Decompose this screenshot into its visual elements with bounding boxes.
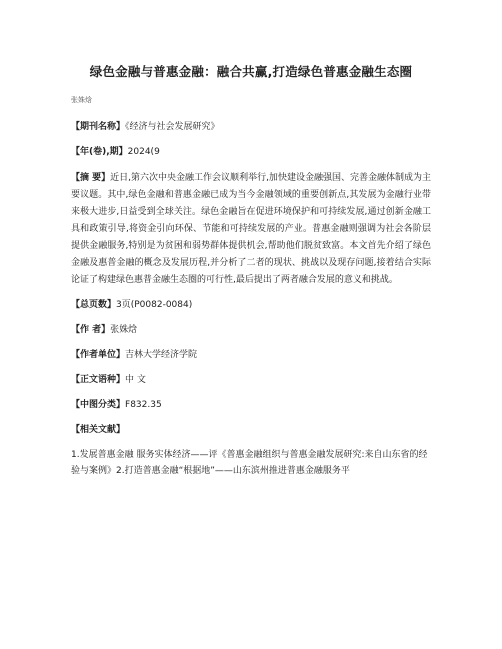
abstract-label: 【摘 要】 <box>71 173 111 183</box>
author-field <box>71 322 431 338</box>
journal-field <box>71 119 431 135</box>
year-issue-label: 【年(卷),期】 <box>71 147 128 157</box>
author-byline: 张姝焓 <box>71 96 92 104</box>
author-label: 【作 者】 <box>71 325 111 335</box>
paper-title: 绿色金融与普惠金融：融合共赢,打造绿色普惠金融生态圈 <box>89 64 413 79</box>
language-value: 中 文 <box>125 375 146 385</box>
classification-field <box>71 397 431 413</box>
author-unit-value: 吉林大学经济学院 <box>125 350 198 360</box>
pages-label: 【总页数】 <box>71 300 117 310</box>
abstract-field <box>71 170 431 289</box>
year-issue-field <box>71 144 431 160</box>
pages-field <box>71 297 431 313</box>
journal-label: 【期刊名称】 <box>71 122 126 132</box>
pages-value: 3页(P0082-0084) <box>116 300 193 310</box>
related-literature-list: 1.发展普惠金融 服务实体经济——评《普惠金融组织与普惠金融发展研究:来自山东省的经验与案例》2.打造普惠金融“根据地”——山东滨州推进普惠金融服务平 <box>71 450 428 476</box>
abstract-text: 近日,第六次中央金融工作会议顺利举行,加快建设金融强国、完善金融体制成为主要议题。其中,绿色金融和普惠金融已成为当今金融领域的重要创新点,其发展为金融行业带来极大进步,日益受到全球关注。绿色金融旨在促进环境保护和可持续发展,通过创新金融工具和政策引导,将资金引向环保、节能和可持续发展的产业。普惠金融则强调为社会各阶层提供金融服务,特别是为贫困和弱势群体提供机会,帮助他们脱贫致富。本文首先介绍了绿色金融及惠普金融的概念及发展历程,并分析了二者的现状、挑战以及现存问题,接着结合实际论证了构建绿色惠普金融生态圈的可行性,最后提出了两者融合发展的意义和挑战。 <box>71 173 431 285</box>
classification-label: 【中图分类】 <box>71 400 126 410</box>
journal-value: 《经济与社会发展研究》 <box>125 122 220 132</box>
related-label: 【相关文献】 <box>71 425 126 435</box>
language-field <box>71 372 431 388</box>
language-label: 【正文语种】 <box>71 375 126 385</box>
author-value: 张姝焓 <box>110 325 138 335</box>
year-issue-value: 2024(9 <box>127 147 160 157</box>
author-unit-label: 【作者单位】 <box>71 350 126 360</box>
author-unit-field <box>71 347 431 363</box>
related-literature-heading <box>71 422 431 438</box>
classification-value: F832.35 <box>125 400 162 410</box>
